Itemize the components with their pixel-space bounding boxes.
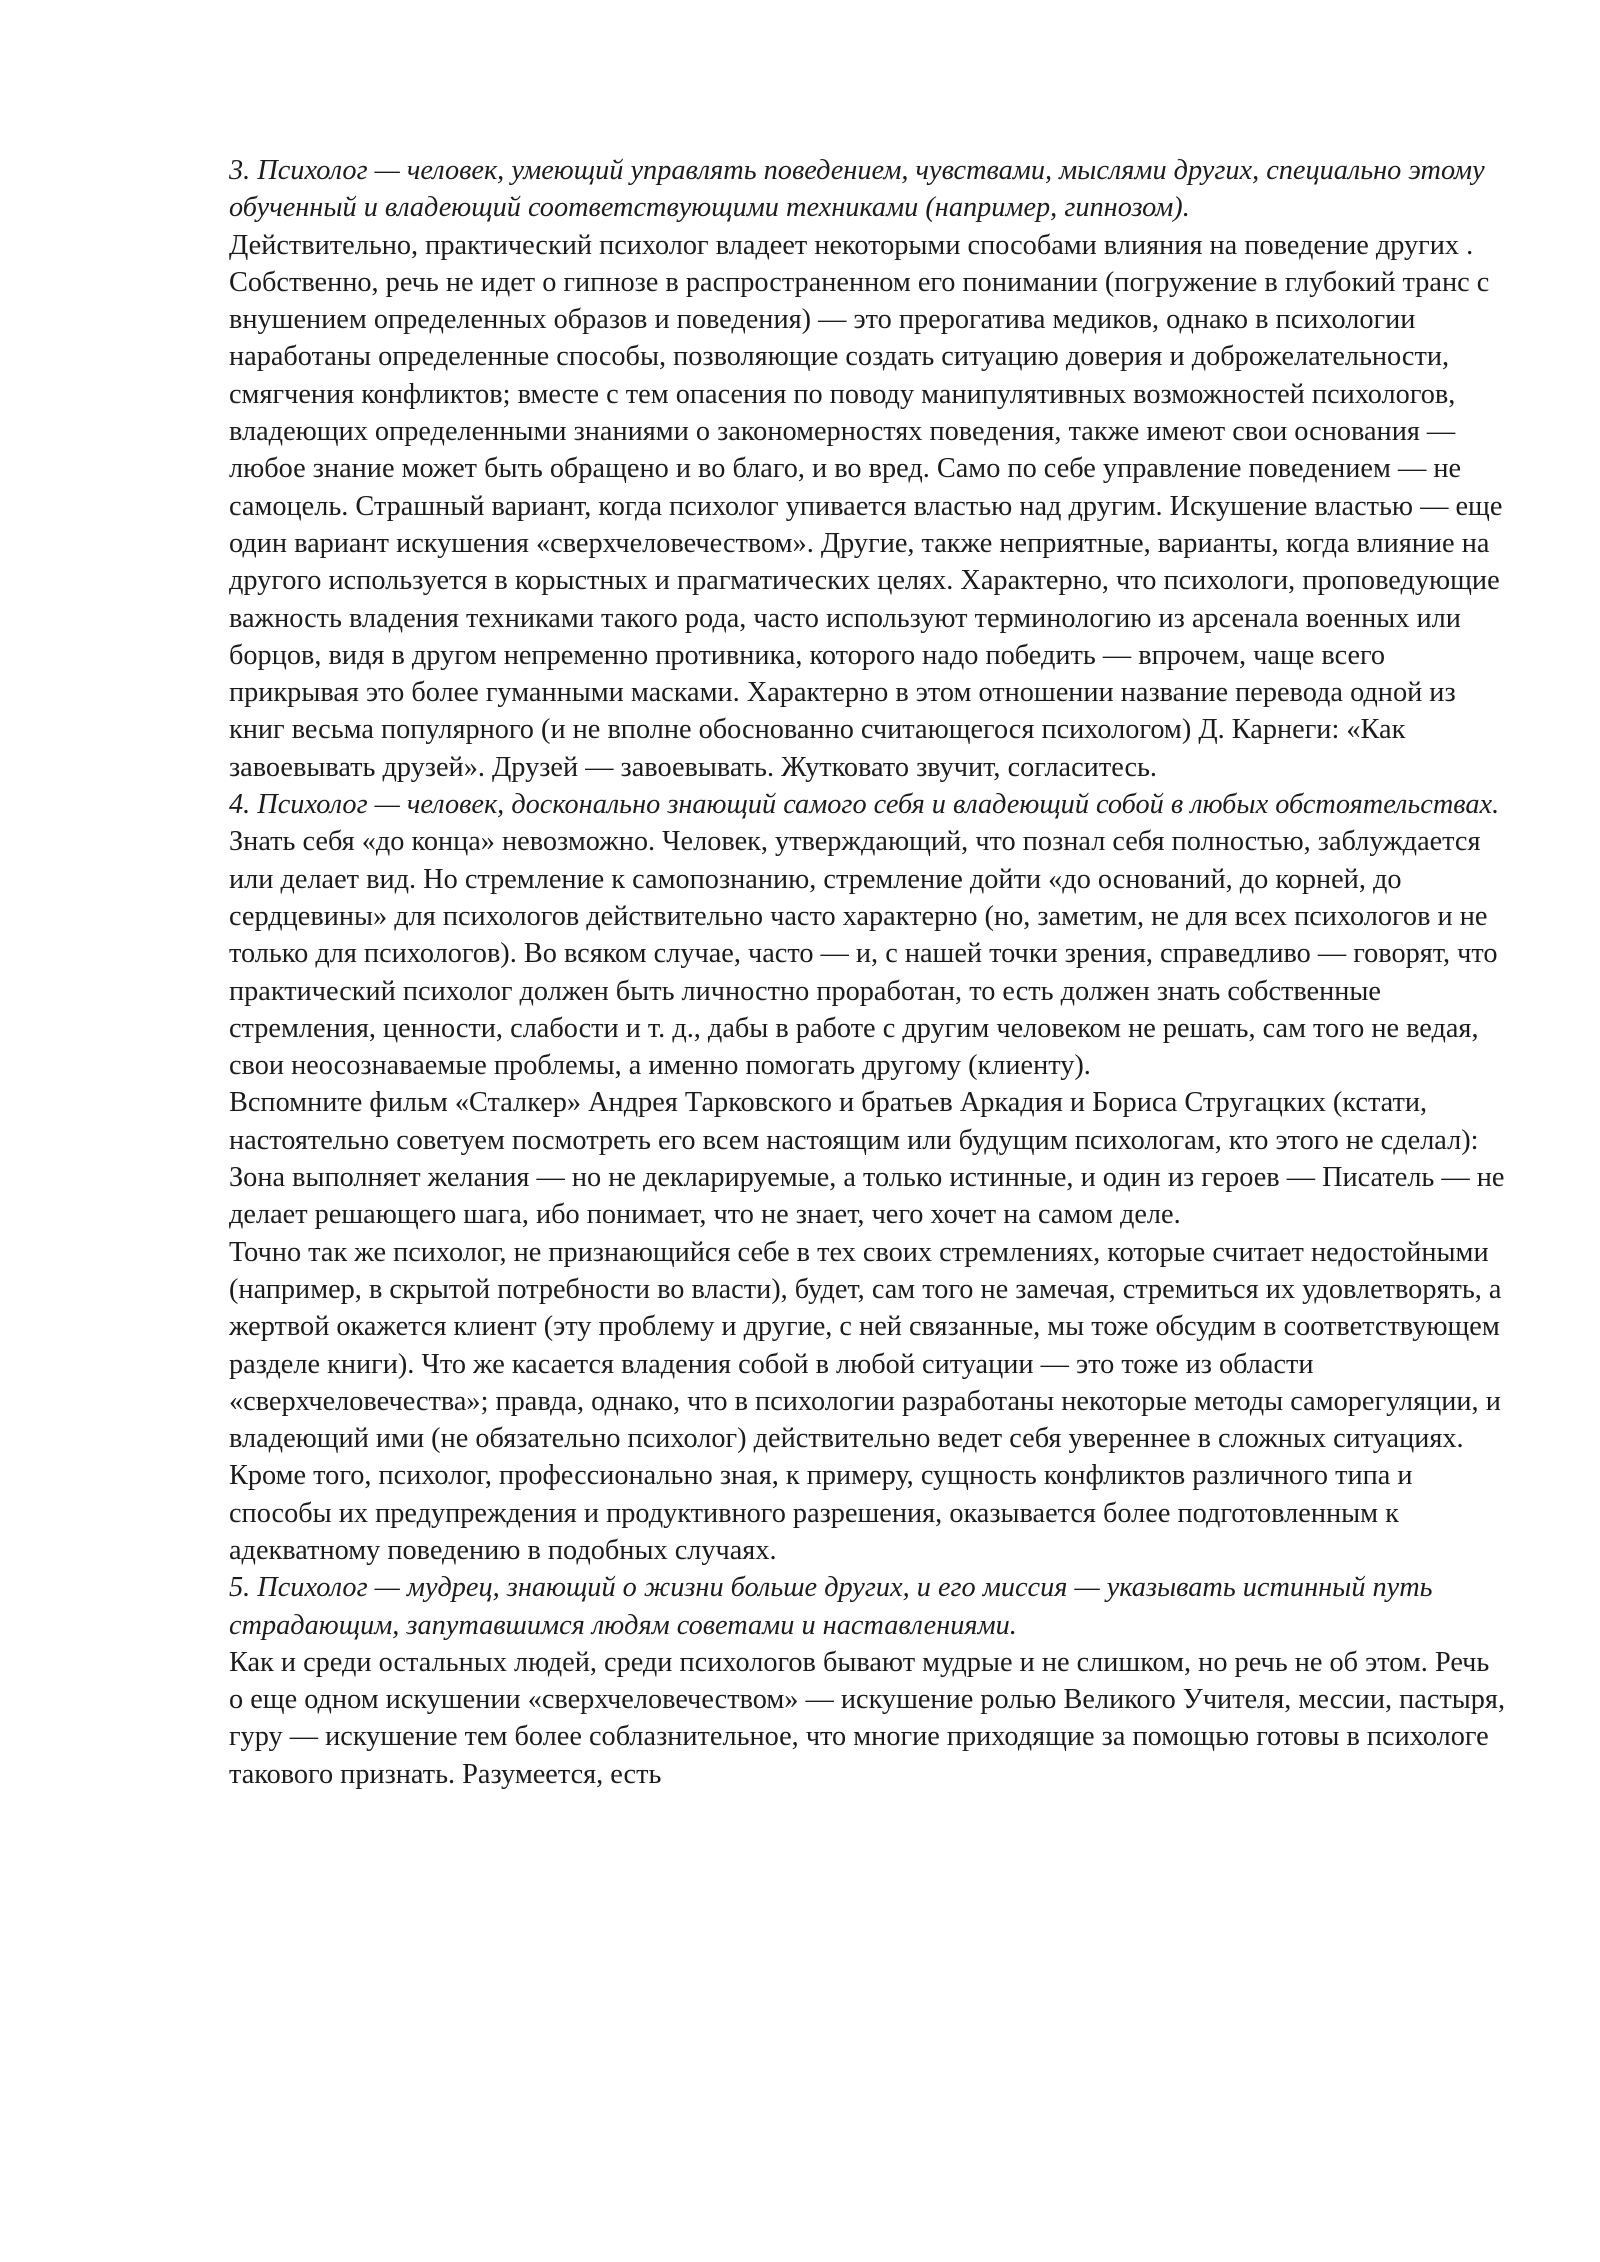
paragraph: Знать себя «до конца» невозможно. Человек, утверждающий, что познал себя полностью, заблуждается или делает вид. Но стремление к самопознанию, стремление дойти «до оснований, до корней, до сердцевины» для психологов действительно часто характерно (но, заметим, не для всех психологов и не только для психологов). Во всяком случае, часто — и, с нашей точки зрения, справедливо — говорят, что практический психолог должен быть личностно проработан, то есть должен знать собственные стремления, ценности, слабости и т. д., дабы в работе с другим человеком не решать, сам того не ведая, свои неосознаваемые проблемы, а именно помогать другому (клиенту).: [229, 826, 1498, 1082]
section-heading-5: 5. Психолог — мудрец, знающий о жизни больше других, и его миссия — указывать истинный путь страдающим, запутавшимся людям советами и наставлениями.: [229, 1572, 1433, 1641]
section-heading-4: 4. Психолог — человек, досконально знающий самого себя и владеющий собой в любых обстоятельствах.: [229, 789, 1500, 821]
document-body: [229, 152, 1509, 1793]
paragraph: Действительно, практический психолог владеет некоторыми способами влияния на поведение других . Собственно, речь не идет о гипнозе в распространенном его понимании (погружение в глубокий транс с внушением определенных образов и поведения) — это прерогатива медиков, однако в психологии наработаны определенные способы, позволяющие создать ситуацию доверия и доброжелательности, смягчения конфликтов; вместе с тем опасения по поводу манипулятивных возможностей психологов, владеющих определенными знаниями о закономерностях поведения, также имеют свои основания — любое знание может быть обращено и во благо, и во вред. Само по себе управление поведением — не самоцель. Страшный вариант, когда психолог упивается властью над другим. Искушение властью — еще один вариант искушения «сверхчеловечеством». Другие, также неприятные, варианты, когда влияние на другого используется в корыстных и прагматических целях. Характерно, что психологи, проповедующие важность владения техниками такого рода, часто используют терминологию из арсенала военных или борцов, видя в другом непременно противника, которого надо победить — впрочем, чаще всего прикрывая это более гуманными масками. Характерно в этом отношении название перевода одной из книг весьма популярного (и не вполне обоснованно считающегося психологом) Д. Карнеги: «Как завоевывать друзей». Друзей — завоевывать. Жутковато звучит, согласитесь.: [229, 229, 1503, 783]
section-heading-3: 3. Психолог — человек, умеющий управлять поведением, чувствами, мыслями других, специально этому обученный и владеющий соответствующими техниками (например, гипнозом).: [229, 155, 1485, 224]
paragraph: Как и среди остальных людей, среди психологов бывают мудрые и не слишком, но речь не об этом. Речь о еще одном искушении «сверхчеловечеством» — искушение ролью Великого Учителя, мессии, пастыря, гуру — искушение тем более соблазнительное, что многие приходящие за помощью готовы в психологе такового признать. Разумеется, есть: [229, 1646, 1506, 1790]
paragraph: Точно так же психолог, не признающийся себе в тех своих стремлениях, которые считает недостойными (например, в скрытой потребности во власти), будет, сам того не замечая, стремиться их удовлетворять, а жертвой окажется клиент (эту проблему и другие, с ней связанные, мы тоже обсудим в соответствующем разделе книги). Что же касается владения собой в любой ситуации — это тоже из области «сверхчеловечества»; правда, однако, что в психологии разработаны некоторые методы саморегуляции, и владеющий ими (не обязательно психолог) действительно ведет себя увереннее в сложных ситуациях. Кроме того, психолог, профессионально зная, к примеру, сущность конфликтов различного типа и способы их предупреждения и продуктивного разрешения, оказывается более подготовленным к адекватному поведению в подобных случаях.: [229, 1236, 1502, 1566]
paragraph: Вспомните фильм «Сталкер» Андрея Тарковского и братьев Аркадия и Бориса Стругацких (кстати, настоятельно советуем посмотреть его всем настоящим или будущим психологам, кто этого не сделал): Зона выполняет желания — но не декларируемые, а только истинные, и один из героев — Писатель — не делает решающего шага, ибо понимает, что не знает, чего хочет на самом деле.: [229, 1087, 1505, 1231]
